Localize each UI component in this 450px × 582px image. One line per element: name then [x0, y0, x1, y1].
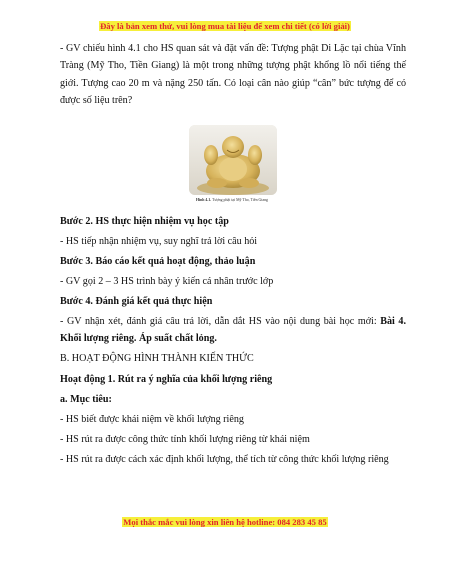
figure-label: Hình 4.1. — [195, 198, 212, 202]
step3-text: - GV gọi 2 – 3 HS trình bày ý kiến cá nhân trước lớp — [60, 276, 274, 287]
objective-1: - HS biết được khái niệm về khối lượng riêng — [60, 414, 244, 425]
activity1-heading: Hoạt động 1. Rút ra ý nghĩa của khối lượng riêng — [60, 374, 273, 385]
section-b-heading: B. HOẠT ĐỘNG HÌNH THÀNH KIẾN THỨC — [60, 353, 254, 364]
step3-heading: Bước 3. Báo cáo kết quả hoạt động, thảo luận — [60, 256, 256, 267]
objective-2: - HS rút ra được công thức tính khối lượng riêng từ khái niệm — [60, 434, 310, 445]
step2-text: - HS tiếp nhận nhiệm vụ, suy nghĩ trả lời câu hỏi — [60, 236, 258, 247]
preview-notice-text: Đây là bản xem thử, vui lòng mua tài liệu để xem chi tiết (có lời giải) — [100, 21, 350, 31]
next-lesson-title: Bài 4. Khối lượng riêng. Áp suất chất lỏng. — [60, 316, 406, 345]
preview-notice-banner — [0, 21, 450, 31]
figure-caption-text: Tượng phật tại Mỹ Tho, Tiền Giang — [212, 198, 269, 202]
objective-3: - HS rút ra được cách xác định khối lượng, thể tích từ công thức khối lượng riêng — [60, 454, 389, 465]
step4-text: - GV nhận xét, đánh giá câu trả lời, dẫn dắt HS vào nội dung bài học mới: — [60, 316, 381, 327]
hotline-banner — [0, 517, 450, 527]
objectives-heading: a. Mục tiêu: — [60, 394, 112, 405]
figure-caption — [186, 198, 278, 202]
step2-heading: Bước 2. HS thực hiện nhiệm vụ học tập — [60, 216, 229, 227]
hotline-text: Mọi thắc mắc vui lòng xin liên hệ hotline: 084 283 45 85 — [123, 517, 327, 527]
buddha-statue-illustration — [189, 125, 277, 195]
step4-paragraph — [60, 313, 406, 348]
buddha-statue-image — [189, 125, 277, 195]
step4-heading: Bước 4. Đánh giá kết quả thực hiện — [60, 296, 213, 307]
intro-paragraph: - GV chiếu hình 4.1 cho HS quan sát và đặt vấn đề: Tượng phật Di Lặc tại chùa Vĩnh Tràng (Mỹ Tho, Tiền Giang) là một trong những tượng phật khổng lồ nổi tiếng thế giới. Tượng cao 20 m và nặng 250 tấn. Có loại cân nào giúp “cân” bức tượng để có được số liệu trên? — [60, 43, 406, 106]
